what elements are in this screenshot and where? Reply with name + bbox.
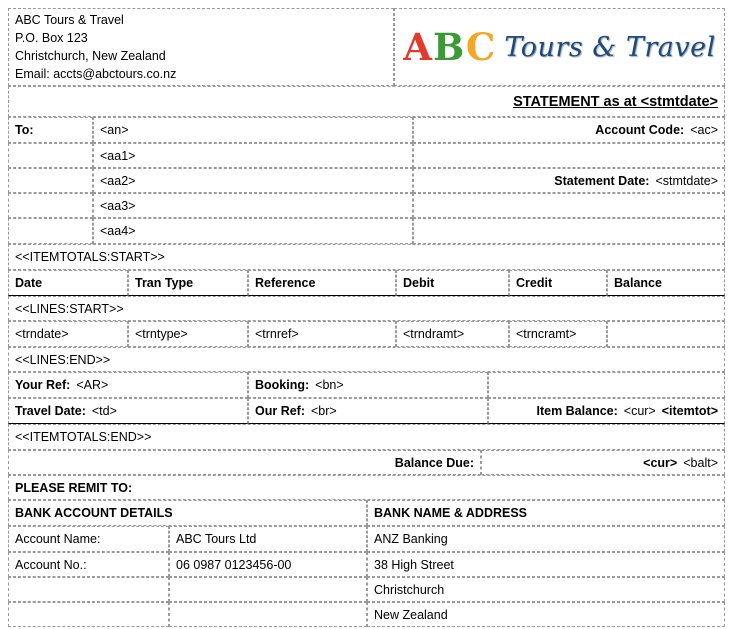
to-line-aa3: <aa3> — [93, 193, 413, 218]
balance-due-value-cell — [481, 450, 725, 475]
bank-line-1: ANZ Banking — [367, 526, 725, 552]
statement-date-cell — [413, 168, 725, 193]
balance-due-label: Balance Due: — [394, 455, 474, 470]
travel-date-label: Travel Date: — [15, 404, 86, 418]
travel-date-value: <td> — [91, 404, 117, 418]
booking-label: Booking: — [255, 378, 310, 392]
bank-line-2: 38 High Street — [367, 552, 725, 577]
booking-right-blank — [488, 372, 725, 398]
statement-title: STATEMENT as at <stmtdate> — [513, 93, 718, 110]
line-field-balance — [607, 321, 725, 347]
logo-abc-letters — [403, 25, 496, 69]
column-header-date: Date — [8, 270, 128, 296]
line-field-date: <trndate> — [8, 321, 128, 347]
your-ref-cell — [8, 372, 248, 398]
line-field-reference: <trnref> — [248, 321, 396, 347]
lines-start-marker: <<LINES:START>> — [8, 296, 725, 321]
logo-letter-a: A — [403, 25, 433, 69]
line-field-credit: <trncramt> — [509, 321, 607, 347]
remit-blank-mid-2 — [169, 602, 367, 627]
line-field-debit: <trndramt> — [396, 321, 509, 347]
account-code-label: Account Code: — [595, 123, 685, 137]
item-balance-currency: <cur> — [623, 404, 656, 418]
balance-due-value: <balt> — [683, 455, 718, 470]
item-balance-label: Item Balance: — [536, 404, 618, 418]
your-ref-value: <AR> — [76, 378, 109, 392]
remit-heading: PLEASE REMIT TO: — [8, 475, 725, 500]
logo-tagline: Tours & Travel — [504, 31, 716, 63]
item-balance-cell — [488, 398, 725, 424]
booking-cell — [248, 372, 488, 398]
itemtotals-end-marker: <<ITEMTOTALS:END>> — [8, 424, 725, 450]
right-blank-4 — [413, 218, 725, 244]
company-logo — [394, 8, 725, 86]
to-label: To: — [8, 117, 93, 143]
statement-title-row — [8, 86, 725, 117]
right-blank-1 — [413, 143, 725, 168]
our-ref-value: <br> — [311, 404, 337, 418]
column-header-debit: Debit — [396, 270, 509, 296]
account-name-value: ABC Tours Ltd — [169, 526, 367, 552]
account-no-value: 06 0987 0123456-00 — [169, 552, 367, 577]
bank-line-4: New Zealand — [367, 602, 725, 627]
right-blank-3 — [413, 193, 725, 218]
line-field-tran-type: <trntype> — [128, 321, 248, 347]
statement-date-label: Statement Date: — [554, 173, 650, 188]
our-ref-label: Our Ref: — [255, 404, 305, 418]
to-line-aa1: <aa1> — [93, 143, 413, 168]
bank-name-heading: BANK NAME & ADDRESS — [367, 500, 725, 526]
company-address-block — [8, 8, 394, 86]
remit-blank-left-1 — [8, 577, 169, 602]
column-header-credit: Credit — [509, 270, 607, 296]
balance-due-label-cell — [8, 450, 481, 475]
item-balance-value: <itemtot> — [661, 404, 718, 418]
account-name-label: Account Name: — [8, 526, 169, 552]
your-ref-label: Your Ref: — [15, 378, 71, 392]
balance-due-currency: <cur> — [643, 455, 678, 470]
to-line-aa2: <aa2> — [93, 168, 413, 193]
column-header-tran-type: Tran Type — [128, 270, 248, 296]
statement-date-value: <stmtdate> — [655, 173, 718, 188]
to-line-an: <an> — [93, 117, 413, 143]
logo-letter-c: C — [465, 25, 497, 69]
company-city: Christchurch, New Zealand — [15, 49, 166, 63]
logo-letter-b: B — [432, 25, 466, 69]
account-code-value: <ac> — [690, 123, 718, 137]
remit-blank-left-2 — [8, 602, 169, 627]
remit-blank-mid-1 — [169, 577, 367, 602]
lines-end-marker: <<LINES:END>> — [8, 347, 725, 372]
company-po-box: P.O. Box 123 — [15, 31, 88, 45]
to-label-blank-3 — [8, 193, 93, 218]
to-label-blank-4 — [8, 218, 93, 244]
booking-value: <bn> — [315, 378, 344, 392]
company-name: ABC Tours & Travel — [15, 13, 124, 27]
to-label-blank-1 — [8, 143, 93, 168]
itemtotals-start-marker: <<ITEMTOTALS:START>> — [8, 244, 725, 270]
bank-account-heading: BANK ACCOUNT DETAILS — [8, 500, 367, 526]
company-email: Email: accts@abctours.co.nz — [15, 67, 177, 81]
travel-date-cell — [8, 398, 248, 424]
account-code-cell — [413, 117, 725, 143]
column-header-balance: Balance — [607, 270, 725, 296]
account-no-label: Account No.: — [8, 552, 169, 577]
our-ref-cell — [248, 398, 488, 424]
bank-line-3: Christchurch — [367, 577, 725, 602]
to-line-aa4: <aa4> — [93, 218, 413, 244]
column-header-reference: Reference — [248, 270, 396, 296]
to-label-blank-2 — [8, 168, 93, 193]
